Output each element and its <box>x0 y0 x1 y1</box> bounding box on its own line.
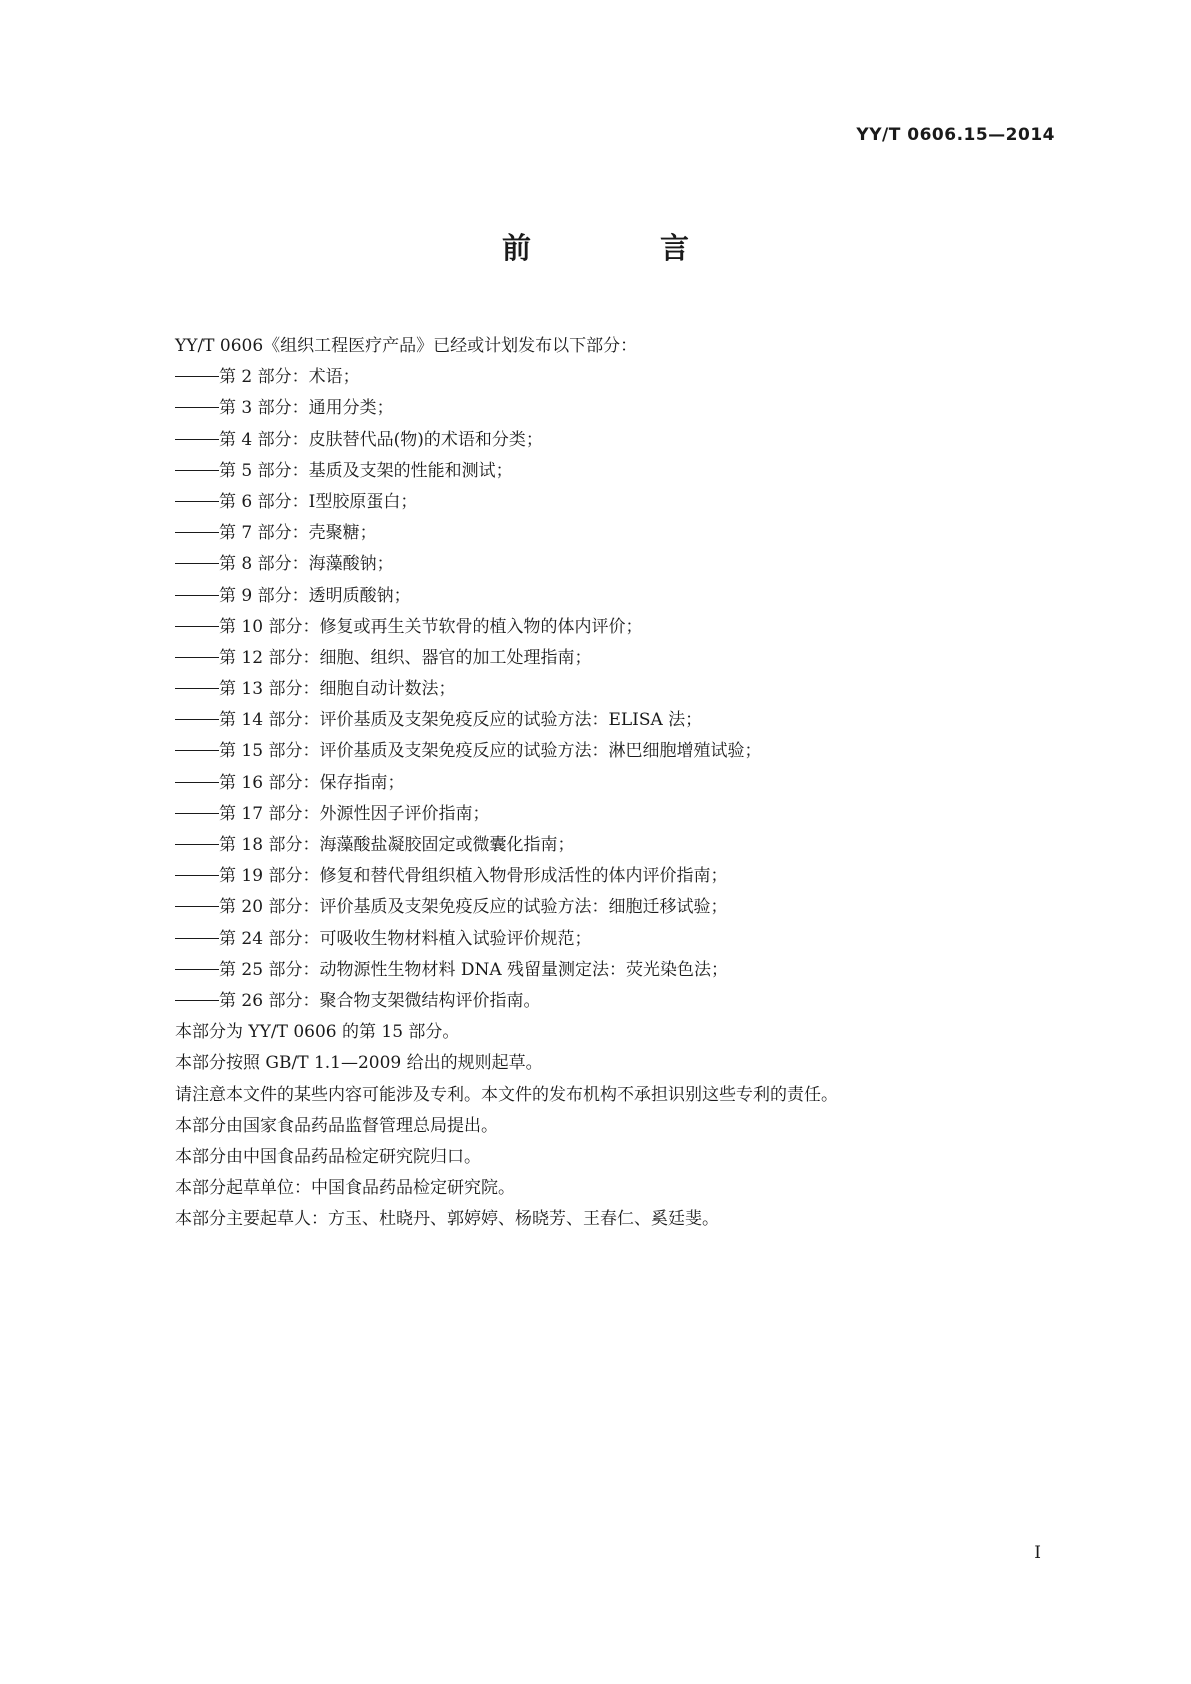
em-dash-marker <box>175 750 219 751</box>
part-list-item <box>175 643 1055 674</box>
em-dash-marker <box>175 1000 219 1001</box>
part-list-item <box>175 861 1055 892</box>
part-list-item <box>175 393 1055 424</box>
em-dash-marker <box>175 376 219 377</box>
statement-line: 本部分由国家食品药品监督管理总局提出。 <box>175 1115 498 1136</box>
part-list-text: 第 14 部分：评价基质及支架免疫反应的试验方法：ELISA 法； <box>219 710 703 731</box>
foreword-body <box>175 331 1055 1235</box>
part-list-text: 第 25 部分：动物源性生物材料 DNA 残留量测定法：荧光染色法； <box>219 959 729 980</box>
statement-line: 本部分起草单位：中国食品药品检定研究院。 <box>175 1178 515 1199</box>
em-dash-marker <box>175 501 219 502</box>
em-dash-marker <box>175 813 219 814</box>
statement-line: 本部分按照 GB/T 1.1—2009 给出的规则起草。 <box>175 1053 543 1074</box>
part-list-item <box>175 674 1055 705</box>
part-list-text: 第 6 部分：Ⅰ型胶原蛋白； <box>219 491 418 512</box>
part-list-item <box>175 768 1055 799</box>
statement-line: 本部分为 YY/T 0606 的第 15 部分。 <box>175 1022 460 1043</box>
statements-list <box>175 1017 1055 1235</box>
part-list-text: 第 10 部分：修复或再生关节软骨的植入物的体内评价； <box>219 616 643 637</box>
part-list-text: 第 19 部分：修复和替代骨组织植入物骨形成活性的体内评价指南； <box>219 866 728 887</box>
em-dash-marker <box>175 439 219 440</box>
em-dash-marker <box>175 407 219 408</box>
part-list-item <box>175 456 1055 487</box>
part-list-item <box>175 518 1055 549</box>
em-dash-marker <box>175 844 219 845</box>
part-list-item <box>175 549 1055 580</box>
statement-line: 本部分主要起草人：方玉、杜晓丹、郭婷婷、杨晓芳、王春仁、奚廷斐。 <box>175 1209 719 1230</box>
part-list-text: 第 20 部分：评价基质及支架免疫反应的试验方法：细胞迁移试验； <box>219 897 728 918</box>
em-dash-marker <box>175 563 219 564</box>
part-list-item <box>175 705 1055 736</box>
part-list-item <box>175 830 1055 861</box>
part-list-item <box>175 736 1055 767</box>
em-dash-marker <box>175 969 219 970</box>
statement-line: 请注意本文件的某些内容可能涉及专利。本文件的发布机构不承担识别这些专利的责任。 <box>175 1084 838 1105</box>
intro-line: YY/T 0606《组织工程医疗产品》已经或计划发布以下部分： <box>175 336 638 356</box>
part-list-item <box>175 955 1055 986</box>
parts-list <box>175 362 1055 1017</box>
part-list-text: 第 18 部分：海藻酸盐凝胶固定或微囊化指南； <box>219 835 575 855</box>
em-dash-marker <box>175 595 219 596</box>
part-list-text: 第 13 部分：细胞自动计数法； <box>219 679 456 700</box>
part-list-item <box>175 581 1055 612</box>
em-dash-marker <box>175 875 219 876</box>
page-number: I <box>1034 1543 1041 1563</box>
em-dash-marker <box>175 657 219 658</box>
em-dash-marker <box>175 938 219 939</box>
part-list-item <box>175 487 1055 518</box>
part-list-text: 第 2 部分：术语； <box>219 367 360 388</box>
part-list-text: 第 8 部分：海藻酸钠； <box>219 554 394 575</box>
part-list-item <box>175 892 1055 923</box>
em-dash-marker <box>175 782 219 783</box>
part-list-item <box>175 986 1055 1017</box>
part-list-text: 第 5 部分：基质及支架的性能和测试； <box>219 460 513 481</box>
part-list-text: 第 17 部分：外源性因子评价指南； <box>219 803 490 824</box>
em-dash-marker <box>175 470 219 471</box>
statement-line: 本部分由中国食品药品检定研究院归口。 <box>175 1146 481 1167</box>
part-list-item <box>175 362 1055 393</box>
part-list-text: 第 15 部分：评价基质及支架免疫反应的试验方法：淋巴细胞增殖试验； <box>219 741 762 762</box>
part-list-text: 第 16 部分：保存指南； <box>219 772 405 793</box>
part-list-text: 第 9 部分：透明质酸钠； <box>219 585 411 606</box>
part-list-item <box>175 799 1055 830</box>
standard-code: YY/T 0606.15—2014 <box>856 125 1055 145</box>
part-list-text: 第 26 部分：聚合物支架微结构评价指南。 <box>219 990 541 1011</box>
em-dash-marker <box>175 906 219 907</box>
em-dash-marker <box>175 626 219 627</box>
page-title: 前 言 <box>501 231 739 265</box>
part-list-text: 第 3 部分：通用分类； <box>219 398 394 419</box>
part-list-item <box>175 612 1055 643</box>
part-list-item <box>175 924 1055 955</box>
part-list-text: 第 7 部分：壳聚糖； <box>219 523 377 544</box>
part-list-item <box>175 425 1055 456</box>
em-dash-marker <box>175 688 219 689</box>
part-list-text: 第 4 部分：皮肤替代品(物)的术语和分类； <box>219 429 543 450</box>
em-dash-marker <box>175 719 219 720</box>
em-dash-marker <box>175 532 219 533</box>
part-list-text: 第 12 部分：细胞、组织、器官的加工处理指南； <box>219 647 592 668</box>
part-list-text: 第 24 部分：可吸收生物材料植入试验评价规范； <box>219 928 592 949</box>
